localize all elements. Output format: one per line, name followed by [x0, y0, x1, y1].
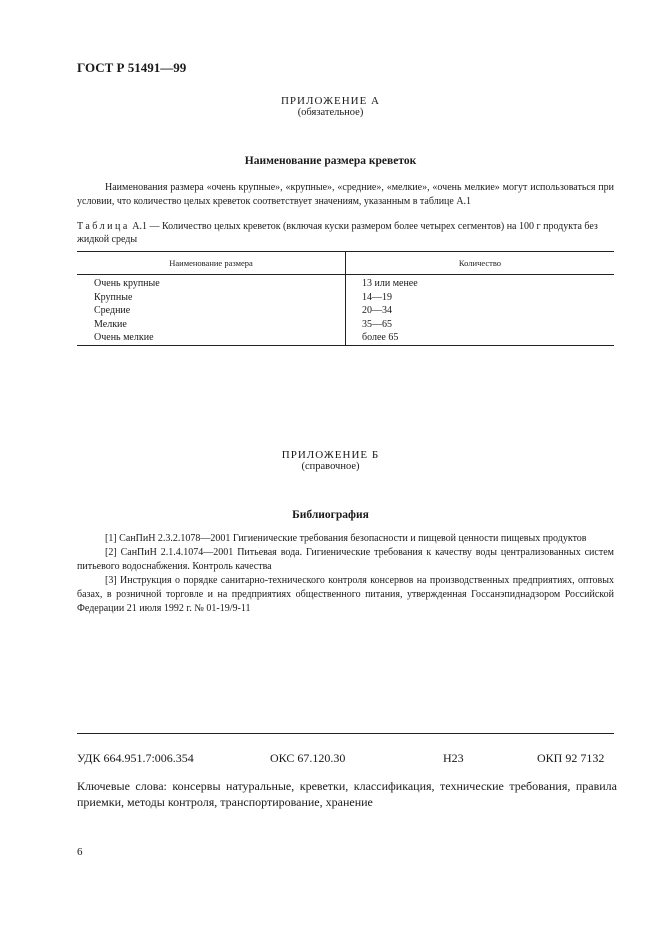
table-header-row	[77, 252, 614, 275]
bibliography-list	[77, 532, 614, 616]
oks-code: ОКС 67.120.30	[270, 751, 346, 765]
table-cell-count: более 65	[346, 331, 615, 345]
table-cell-size: Очень мелкие	[77, 331, 346, 345]
keywords: Ключевые слова: консервы натуральные, креветки, классификация, технические требования, правила приемки, методы контроля, транспортирование, хранение	[77, 779, 617, 809]
table-cell-count: 13 или менее	[362, 278, 418, 289]
table-cell-size: Очень крупные	[77, 275, 346, 291]
appendix-a-title: ПРИЛОЖЕНИЕ А	[280, 95, 380, 107]
appendix-a-paragraph: Наименования размера «очень крупные», «крупные», «средние», «мелкие», «очень мелкие» могут использоваться при условии, что количество целых креветок соответствует значениям, указанным в таблице А.1	[77, 182, 614, 207]
appendix-a-heading: Наименование размера креветок	[244, 155, 417, 167]
appendix-b-title: ПРИЛОЖЕНИЕ Б	[281, 449, 380, 461]
table-cell-count: 20—34	[362, 305, 392, 316]
table-row	[77, 304, 614, 318]
table-header-count: Количество	[346, 252, 615, 275]
table-row	[77, 318, 614, 332]
table-caption-prefix: Таблица	[77, 221, 130, 232]
udk-code: УДК 664.951.7:006.354	[77, 751, 194, 765]
appendix-b-heading: Библиография	[292, 509, 369, 521]
table-cell-count: 14—19	[362, 291, 392, 303]
page-number: 6	[77, 846, 83, 858]
appendix-a-status: (обязательное)	[297, 107, 364, 118]
bibliography-item: [1] СанПиН 2.3.2.1078—2001 Гигиенические требования безопасности и пищевой ценности пищевых продуктов	[105, 533, 587, 544]
group-code: Н23	[443, 751, 464, 765]
table-row	[77, 331, 614, 345]
table-row	[77, 291, 614, 305]
table-caption	[77, 220, 617, 246]
table-header-size: Наименование размера	[77, 252, 346, 275]
appendix-b-status: (справочное)	[301, 461, 360, 472]
bibliography-item: [2] СанПиН 2.1.4.1074—2001 Питьевая вода. Гигиенические требования к качеству воды централизованных систем питьевого водоснабжения. Контроль качества	[77, 547, 614, 572]
size-table	[77, 251, 614, 346]
bibliography-item: [3] Инструкция о порядке санитарно-технического контроля консервов на производственных предприятиях, оптовых базах, в розничной торговле и на предприятиях общественного питания, утвержденная Госсанэпиднадзором Российской Федерации 21 июля 1992 г. № 01-19/9-11	[77, 575, 614, 614]
table-cell-size: Крупные	[77, 291, 346, 305]
footer-divider	[77, 733, 614, 734]
table-cell-size: Средние	[77, 304, 346, 318]
table-row	[77, 275, 614, 291]
table-cell-count: 35—65	[362, 318, 392, 330]
table-caption-text: А.1 — Количество целых креветок (включая куски размером более четырех сегментов) на 100 г продукта без жидкой среды	[77, 221, 598, 245]
okp-code: ОКП 92 7132	[537, 751, 605, 765]
standard-code: ГОСТ Р 51491—99	[77, 60, 187, 75]
table-cell-size: Мелкие	[77, 318, 346, 332]
